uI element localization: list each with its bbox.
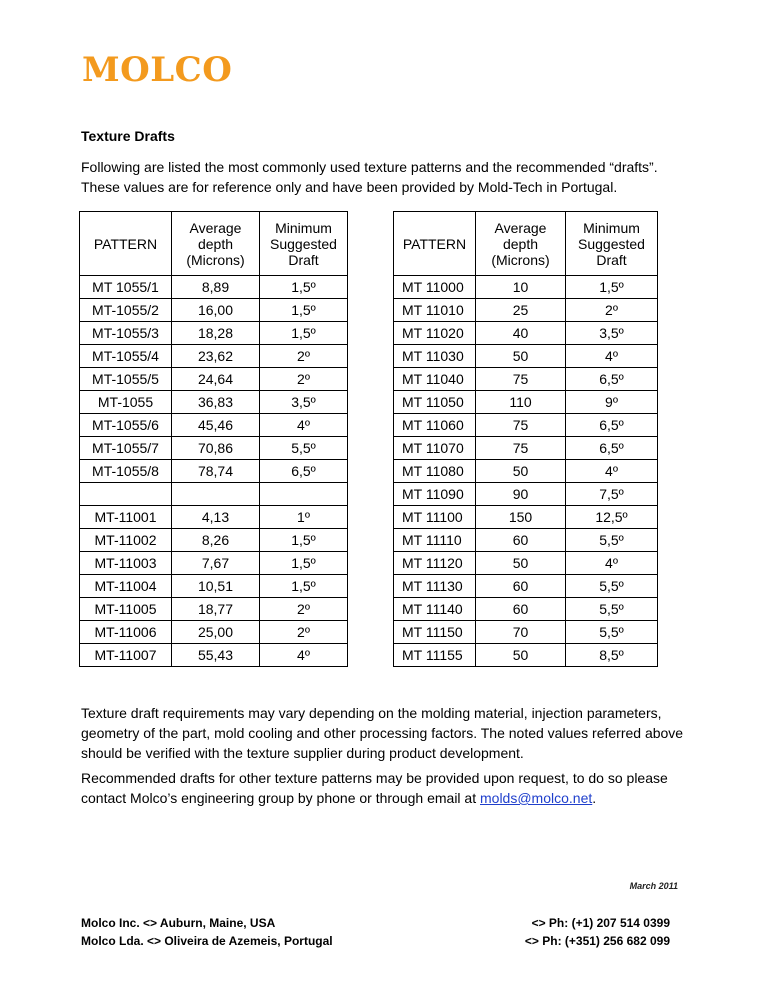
cell-average-depth: 10	[476, 276, 566, 299]
cell-minimum-draft: 6,5º	[566, 368, 658, 391]
table-row	[394, 529, 658, 552]
cell-average-depth: 150	[476, 506, 566, 529]
cell-minimum-draft: 4º	[566, 345, 658, 368]
drafts-table-left	[79, 211, 348, 667]
page-title: Texture Drafts	[81, 128, 175, 144]
cell-minimum-draft: 6,5º	[566, 414, 658, 437]
cell-minimum-draft: 1,5º	[260, 529, 348, 552]
cell-average-depth: 50	[476, 644, 566, 667]
cell-minimum-draft: 5,5º	[260, 437, 348, 460]
footer-phones	[525, 914, 670, 950]
cell-minimum-draft: 4º	[260, 414, 348, 437]
table-row	[394, 598, 658, 621]
cell-pattern: MT 11090	[394, 483, 476, 506]
cell-pattern: MT-11001	[80, 506, 172, 529]
table-row	[394, 644, 658, 667]
draft-requirements-paragraph: Texture draft requirements may vary depending on the molding material, injection parameters, geometry of the part, mold cooling and other processing factors. The noted values referred above should be verified with the texture supplier during product development.	[81, 705, 684, 761]
contact-paragraph	[81, 768, 691, 808]
footer-addresses	[81, 914, 333, 950]
cell-average-depth: 75	[476, 437, 566, 460]
table-row	[80, 575, 348, 598]
table-row	[80, 437, 348, 460]
cell-average-depth: 16,00	[172, 299, 260, 322]
cell-pattern: MT 11040	[394, 368, 476, 391]
cell-average-depth: 4,13	[172, 506, 260, 529]
cell-minimum-draft: 2º	[260, 598, 348, 621]
cell-pattern: MT 1055/1	[80, 276, 172, 299]
cell-pattern: MT-11002	[80, 529, 172, 552]
cell-minimum-draft: 1,5º	[260, 299, 348, 322]
cell-average-depth: 36,83	[172, 391, 260, 414]
cell-pattern: MT 11000	[394, 276, 476, 299]
cell-minimum-draft: 1,5º	[260, 276, 348, 299]
header-pattern: PATTERN	[80, 212, 172, 276]
cell-average-depth: 75	[476, 414, 566, 437]
cell-pattern: MT 11060	[394, 414, 476, 437]
cell-pattern: MT-1055/6	[80, 414, 172, 437]
table-row	[394, 276, 658, 299]
cell-minimum-draft: 2º	[260, 368, 348, 391]
cell-minimum-draft: 1,5º	[260, 322, 348, 345]
table-row	[394, 552, 658, 575]
header-average-depth: Average depth (Microns)	[476, 212, 566, 276]
cell-pattern: MT 11070	[394, 437, 476, 460]
table-row	[80, 460, 348, 483]
cell-pattern: MT 11100	[394, 506, 476, 529]
cell-average-depth: 24,64	[172, 368, 260, 391]
table-row	[394, 483, 658, 506]
table-row	[80, 621, 348, 644]
cell-minimum-draft: 5,5º	[566, 529, 658, 552]
contact-suffix: .	[592, 790, 597, 806]
cell-average-depth: 70,86	[172, 437, 260, 460]
cell-average-depth: 25	[476, 299, 566, 322]
cell-pattern: MT-1055/7	[80, 437, 172, 460]
table-row	[394, 345, 658, 368]
cell-average-depth: 75	[476, 368, 566, 391]
cell-pattern: MT 11120	[394, 552, 476, 575]
cell-average-depth	[172, 483, 260, 506]
cell-average-depth: 50	[476, 552, 566, 575]
table-row	[80, 598, 348, 621]
cell-pattern: MT 11150	[394, 621, 476, 644]
cell-pattern: MT-1055/5	[80, 368, 172, 391]
table-row	[80, 529, 348, 552]
intro-paragraph: Following are listed the most commonly used texture patterns and the recommended “drafts”. These values are for reference only and have been provided by Mold-Tech in Portugal.	[81, 159, 658, 195]
cell-minimum-draft: 7,5º	[566, 483, 658, 506]
cell-pattern: MT-1055/3	[80, 322, 172, 345]
cell-pattern: MT-1055	[80, 391, 172, 414]
footer-address-portugal: Molco Lda. <> Oliveira de Azemeis, Portugal	[81, 934, 333, 948]
cell-average-depth: 60	[476, 575, 566, 598]
cell-minimum-draft: 4º	[566, 460, 658, 483]
footer-phone-portugal: <> Ph: (+351) 256 682 099	[524, 934, 670, 948]
cell-pattern: MT 11110	[394, 529, 476, 552]
table-row	[394, 437, 658, 460]
header-average-depth: Average depth (Microns)	[172, 212, 260, 276]
cell-pattern: MT-11006	[80, 621, 172, 644]
table-row	[80, 322, 348, 345]
cell-average-depth: 18,28	[172, 322, 260, 345]
cell-average-depth: 40	[476, 322, 566, 345]
table-row	[394, 368, 658, 391]
header-pattern: PATTERN	[394, 212, 476, 276]
cell-pattern: MT 11020	[394, 322, 476, 345]
cell-minimum-draft: 5,5º	[566, 598, 658, 621]
cell-pattern: MT-1055/4	[80, 345, 172, 368]
cell-pattern: MT-11004	[80, 575, 172, 598]
cell-average-depth: 78,74	[172, 460, 260, 483]
cell-minimum-draft: 6,5º	[566, 437, 658, 460]
cell-minimum-draft: 1º	[260, 506, 348, 529]
table-row	[80, 506, 348, 529]
cell-pattern: MT-11007	[80, 644, 172, 667]
table-row	[80, 391, 348, 414]
cell-minimum-draft: 6,5º	[260, 460, 348, 483]
table-row	[394, 506, 658, 529]
table-row	[80, 368, 348, 391]
document-date: March 2011	[629, 881, 678, 891]
cell-average-depth: 7,67	[172, 552, 260, 575]
cell-average-depth: 70	[476, 621, 566, 644]
cell-pattern: MT 11130	[394, 575, 476, 598]
cell-average-depth: 110	[476, 391, 566, 414]
table-row	[394, 460, 658, 483]
table-row	[80, 483, 348, 506]
cell-average-depth: 8,26	[172, 529, 260, 552]
table-row	[394, 391, 658, 414]
header-minimum-draft: Minimum Suggested Draft	[260, 212, 348, 276]
cell-average-depth: 50	[476, 460, 566, 483]
cell-minimum-draft: 1,5º	[260, 575, 348, 598]
cell-minimum-draft: 1,5º	[566, 276, 658, 299]
cell-minimum-draft: 5,5º	[566, 575, 658, 598]
cell-average-depth: 10,51	[172, 575, 260, 598]
cell-average-depth: 23,62	[172, 345, 260, 368]
cell-minimum-draft: 1,5º	[260, 552, 348, 575]
table-header-row	[80, 212, 348, 276]
cell-average-depth: 90	[476, 483, 566, 506]
cell-average-depth: 18,77	[172, 598, 260, 621]
table-row	[80, 276, 348, 299]
cell-minimum-draft: 2º	[260, 621, 348, 644]
cell-minimum-draft: 9º	[566, 391, 658, 414]
cell-minimum-draft: 8,5º	[566, 644, 658, 667]
table-row	[394, 322, 658, 345]
cell-average-depth: 25,00	[172, 621, 260, 644]
table-header-row	[394, 212, 658, 276]
cell-average-depth: 55,43	[172, 644, 260, 667]
cell-average-depth: 50	[476, 345, 566, 368]
cell-minimum-draft: 4º	[260, 644, 348, 667]
footer-phone-usa: <> Ph: (+1) 207 514 0399	[531, 916, 670, 930]
molco-logo: MOLCO	[82, 50, 233, 90]
cell-pattern	[80, 483, 172, 506]
cell-minimum-draft: 3,5º	[566, 322, 658, 345]
cell-pattern: MT 11080	[394, 460, 476, 483]
table-row	[80, 299, 348, 322]
cell-average-depth: 8,89	[172, 276, 260, 299]
cell-pattern: MT-11005	[80, 598, 172, 621]
cell-minimum-draft: 2º	[566, 299, 658, 322]
email-link[interactable]: molds@molco.net	[480, 790, 593, 806]
cell-pattern: MT 11155	[394, 644, 476, 667]
cell-pattern: MT-1055/8	[80, 460, 172, 483]
cell-average-depth: 60	[476, 529, 566, 552]
table-row	[394, 621, 658, 644]
cell-average-depth: 60	[476, 598, 566, 621]
cell-pattern: MT 11030	[394, 345, 476, 368]
table-row	[80, 345, 348, 368]
cell-minimum-draft: 5,5º	[566, 621, 658, 644]
cell-pattern: MT 11050	[394, 391, 476, 414]
table-row	[394, 414, 658, 437]
cell-pattern: MT-1055/2	[80, 299, 172, 322]
header-minimum-draft: Minimum Suggested Draft	[566, 212, 658, 276]
contact-text: Recommended drafts for other texture patterns may be provided upon request, to do so please contact Molco’s engineering group by phone or through email at	[81, 770, 668, 806]
table-row	[80, 552, 348, 575]
cell-minimum-draft: 12,5º	[566, 506, 658, 529]
table-row	[80, 414, 348, 437]
cell-minimum-draft: 4º	[566, 552, 658, 575]
table-row	[394, 575, 658, 598]
cell-minimum-draft: 3,5º	[260, 391, 348, 414]
cell-minimum-draft	[260, 483, 348, 506]
drafts-table-right	[393, 211, 658, 667]
footer-address-usa: Molco Inc. <> Auburn, Maine, USA	[81, 916, 276, 930]
cell-average-depth: 45,46	[172, 414, 260, 437]
table-row	[394, 299, 658, 322]
cell-pattern: MT 11010	[394, 299, 476, 322]
cell-pattern: MT-11003	[80, 552, 172, 575]
table-row	[80, 644, 348, 667]
cell-minimum-draft: 2º	[260, 345, 348, 368]
cell-pattern: MT 11140	[394, 598, 476, 621]
